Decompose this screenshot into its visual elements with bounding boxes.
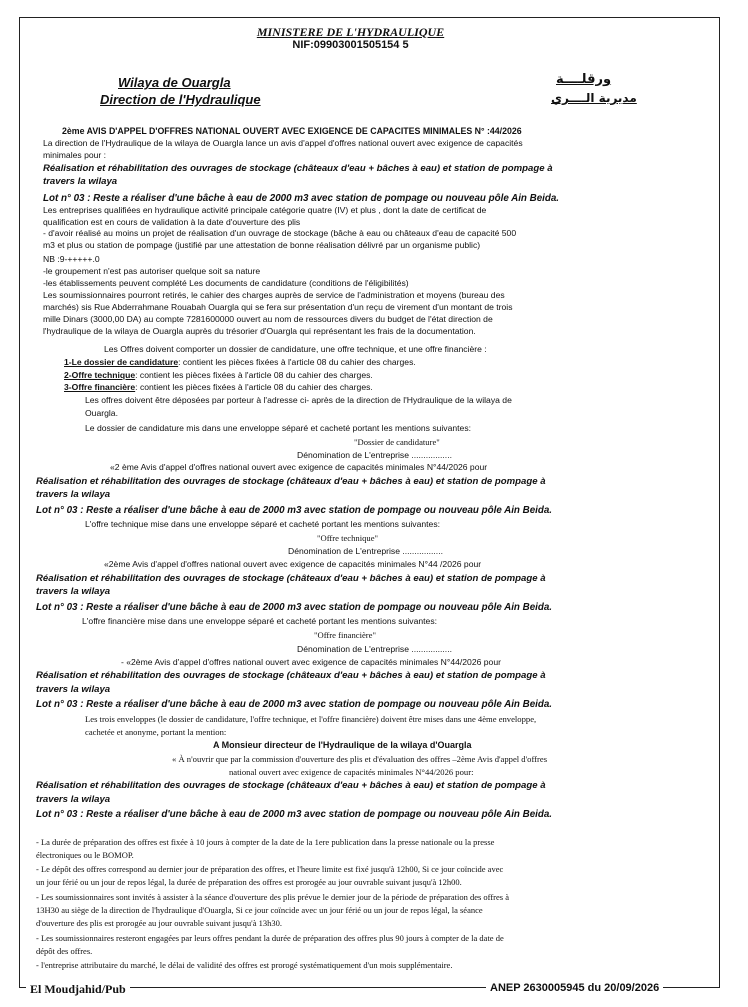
opening-line-1: « À n'ouvrir que par la commission d'ouverture des plis et d'évaluation des offres –2ème Avis d'appel d'offres xyxy=(172,754,548,764)
three-envelopes-line-1: Les trois enveloppes (le dossier de candidature, l'offre technique, et l'offre financière) doivent être mises dans une 4ème enveloppe, xyxy=(85,714,537,724)
envelope-1-text: Le dossier de candidature mis dans une enveloppe séparé et cacheté portant les mentions suivantes: xyxy=(85,423,472,433)
project-ref-3-line-2: travers la wilaya xyxy=(36,684,111,695)
term-line: - l'entreprise attributaire du marché, le délai de validité des offres est prorogé systématiquement d'un mois supplémentaire. xyxy=(36,960,453,970)
para-line-1: Les entreprises qualifiées en hydraulique activité principale catégorie quatre (IV) et plus , dont la date de certificat de xyxy=(43,205,487,215)
offer-item-1 xyxy=(64,358,416,367)
envelope-1-mention: "Dossier de candidature" xyxy=(354,437,440,447)
term-line: un jour férié ou un jour de repos légal, la durée de préparation des offres est prorogée au jour ouvrable suivant jusqu'à 12h00. xyxy=(36,877,462,887)
cdc-line-3: mille Dinars (3000,00 DA) au compte 7281600000 ouvert au nom de ressources divers du budget de l'état direction de xyxy=(43,314,493,324)
term-line: d'ouverture des plis est prorogée au jour ouvrable suivant jusqu'à 13h30. xyxy=(36,918,282,928)
para-line-2: qualification est en cours de validation à la date d'ouverture des plis xyxy=(43,217,301,227)
company-name-line-3: Dénomination de L'entreprise ................. xyxy=(297,644,452,654)
addressee-line: A Monsieur directeur de l'Hydraulique de la wilaya d'Ouargla xyxy=(213,740,472,750)
avis-ref-1: «2 ème Avis d'appel d'offres national ouvert avec exigence de capacités minimales N°44/2026 pour xyxy=(110,462,488,472)
offer-item-3-text: : contient les pièces fixées à l'article 08 du cahier des charges. xyxy=(135,382,373,392)
term-line: dépôt des offres. xyxy=(36,946,93,956)
avis-ref-2: «2ème Avis d'appel d'offres national ouvert avec exigence de capacités minimales N°44 /2026 pour xyxy=(104,559,482,569)
lot-ref-1: Lot n° 03 : Reste a réaliser d'une bâche à eau de 2000 m3 avec station de pompage ou nouveau pôle Ain Beida. xyxy=(36,505,553,516)
avis-ref-3: - «2ème Avis d'appel d'offres national ouvert avec exigence de capacités minimales N°44/2026 pour xyxy=(121,657,501,667)
para-line-4: m3 et plus ou station de pompage (justifié par une attestation de bonne réalisation délivré par un organisme public) xyxy=(43,240,481,250)
envelope-3-text: L'offre financière mise dans une enveloppe séparé et cacheté portant les mentions suivantes: xyxy=(82,616,437,626)
project-ref-4-line-1: Réalisation et réhabilitation des ouvrages de stockage (châteaux d'eau + bâches à eau) et station de pompage à xyxy=(36,780,546,791)
offer-item-3-label: 3-Offre financière xyxy=(64,382,136,392)
opening-line-2: national ouvert avec exigence de capacités minimales N°44/2026 pour: xyxy=(229,767,474,777)
para-line-3: - d'avoir réalisé au moins un projet de réalisation d'un ouvrage de stockage (bâche à eau ou châteaux d'eau de capacité 500 xyxy=(43,228,517,238)
cdc-line-2: marchés) sis Rue Abderrahmane Rouabah Ouargla qui se fera sur présentation d'un reçu de virement d'un montant de trois xyxy=(43,302,513,312)
offer-item-1-label: 1-Le dossier de candidature xyxy=(64,357,179,367)
lot-ref-4: Lot n° 03 : Reste a réaliser d'une bâche à eau de 2000 m3 avec station de pompage ou nouveau pôle Ain Beida. xyxy=(36,809,553,820)
lot-ref-2: Lot n° 03 : Reste a réaliser d'une bâche à eau de 2000 m3 avec station de pompage ou nouveau pôle Ain Beida. xyxy=(36,602,553,613)
lot-line: Lot n° 03 : Reste a réaliser d'une bâche à eau de 2000 m3 avec station de pompage ou nouveau pôle Ain Beida. xyxy=(43,193,560,204)
offer-item-2-label: 2-Offre technique xyxy=(64,370,136,380)
offer-item-2 xyxy=(64,371,373,380)
cdc-line-4: l'hydraulique de la wilaya de Ouargla auprès du trésorier d'Ouargla qui représentant les frais de la documentation. xyxy=(43,326,476,336)
term-line: électroniques ou le BOMOP. xyxy=(36,850,134,860)
envelope-3-mention: "Offre financière" xyxy=(314,630,376,640)
project-ref-2-line-1: Réalisation et réhabilitation des ouvrages de stockage (châteaux d'eau + bâches à eau) et station de pompage à xyxy=(36,573,546,584)
term-line: - Les soumissionnaires sont invités à assister à la séance d'ouverture des plis prévue le dernier jour de la période de préparation des offres à xyxy=(36,892,509,902)
project-line-1: Réalisation et réhabilitation des ouvrages de stockage (châteaux d'eau + bâches à eau) et station de pompage à xyxy=(43,163,553,174)
notice-title: 2ème AVIS D'APPEL D'OFFRES NATIONAL OUVERT AVEC EXIGENCE DE CAPACITES MINIMALES N° :44/2026 xyxy=(62,126,522,136)
company-name-line-2: Dénomination de L'entreprise ................. xyxy=(288,546,443,556)
grouping-line-1: -le groupement n'est pas autoriser quelque soit sa nature xyxy=(43,266,261,276)
intro-line-2: minimales pour : xyxy=(43,150,107,160)
term-line: - Le dépôt des offres correspond au dernier jour de préparation des offres, et l'heure limite est fixé jusqu'à 12h00, Si ce jour coïncide avec xyxy=(36,864,504,874)
arabic-wilaya: ورقلــــة xyxy=(556,72,612,87)
arabic-direction: مديرية الــــري xyxy=(551,91,637,105)
lot-ref-3: Lot n° 03 : Reste a réaliser d'une bâche à eau de 2000 m3 avec station de pompage ou nouveau pôle Ain Beida. xyxy=(36,699,553,710)
deposit-line-2: Ouargla. xyxy=(85,408,118,418)
project-line-2: travers la wilaya xyxy=(43,176,118,187)
offer-item-2-text: : contient les pièces fixées à l'article 08 du cahier des charges. xyxy=(135,370,373,380)
nb-line: NB :9-+++++.0 xyxy=(43,254,100,264)
deposit-line-1: Les offres doivent être déposées par porteur à l'adresse ci- après de la direction de l'Hydraulique de la wilaya de xyxy=(85,395,512,405)
project-ref-1-line-1: Réalisation et réhabilitation des ouvrages de stockage (châteaux d'eau + bâches à eau) et station de pompage à xyxy=(36,476,546,487)
three-envelopes-line-2: cachetée et anonyme, portant la mention: xyxy=(85,727,227,737)
term-line: 13H30 au siège de la direction de l'hydraulique d'Ouargla, Si ce jour coïncide avec un jour férié ou un jour de repos légal, la séance xyxy=(36,905,483,915)
offer-item-1-text: : contient les pièces fixées à l'article 08 du cahier des charges. xyxy=(178,357,416,367)
ministry-title: MINISTERE DE L'HYDRAULIQUE xyxy=(256,25,445,39)
project-ref-3-line-1: Réalisation et réhabilitation des ouvrages de stockage (châteaux d'eau + bâches à eau) et station de pompage à xyxy=(36,670,546,681)
company-name-line-1: Dénomination de L'entreprise ................. xyxy=(297,450,452,460)
intro-line-1: La direction de l'Hydraulique de la wilaya de Ouargla lance un avis d'appel d'offres national ouvert avec exigence de capacités xyxy=(43,138,523,148)
cdc-line-1: Les soumissionnaires pourront retirés, le cahier des charges auprès de service de l'administration et moyens (bureau des xyxy=(43,290,505,300)
envelope-2-text: L'offre technique mise dans une enveloppe séparé et cacheté portant les mentions suivantes: xyxy=(85,519,441,529)
project-ref-4-line-2: travers la wilaya xyxy=(36,794,111,805)
term-line: - La durée de préparation des offres est fixée à 10 jours à compter de la date de la 1ere publication dans la presse nationale ou la presse xyxy=(36,837,495,847)
publisher-credit: El Moudjahid/Pub xyxy=(26,983,130,995)
nif-number: NIF:09903001505154 5 xyxy=(292,39,409,51)
project-ref-1-line-2: travers la wilaya xyxy=(36,489,111,500)
wilaya-name: Wilaya de Ouargla xyxy=(118,75,231,90)
offer-item-3 xyxy=(64,383,373,392)
anep-reference: ANEP 2630005945 du 20/09/2026 xyxy=(486,983,663,994)
envelope-2-mention: "Offre technique" xyxy=(317,533,379,543)
grouping-line-2: -les établissements peuvent complété Les documents de candidature (conditions de l'éligibilités) xyxy=(43,278,409,288)
project-ref-2-line-2: travers la wilaya xyxy=(36,586,111,597)
direction-name: Direction de l'Hydraulique xyxy=(100,92,261,107)
offers-requirement: Les Offres doivent comporter un dossier de candidature, une offre technique, et une offre financière : xyxy=(104,344,487,354)
term-line: - Les soumissionnaires resteront engagées par leurs offres pendant la durée de préparation des offres plus 90 jours à compter de la date de xyxy=(36,933,504,943)
